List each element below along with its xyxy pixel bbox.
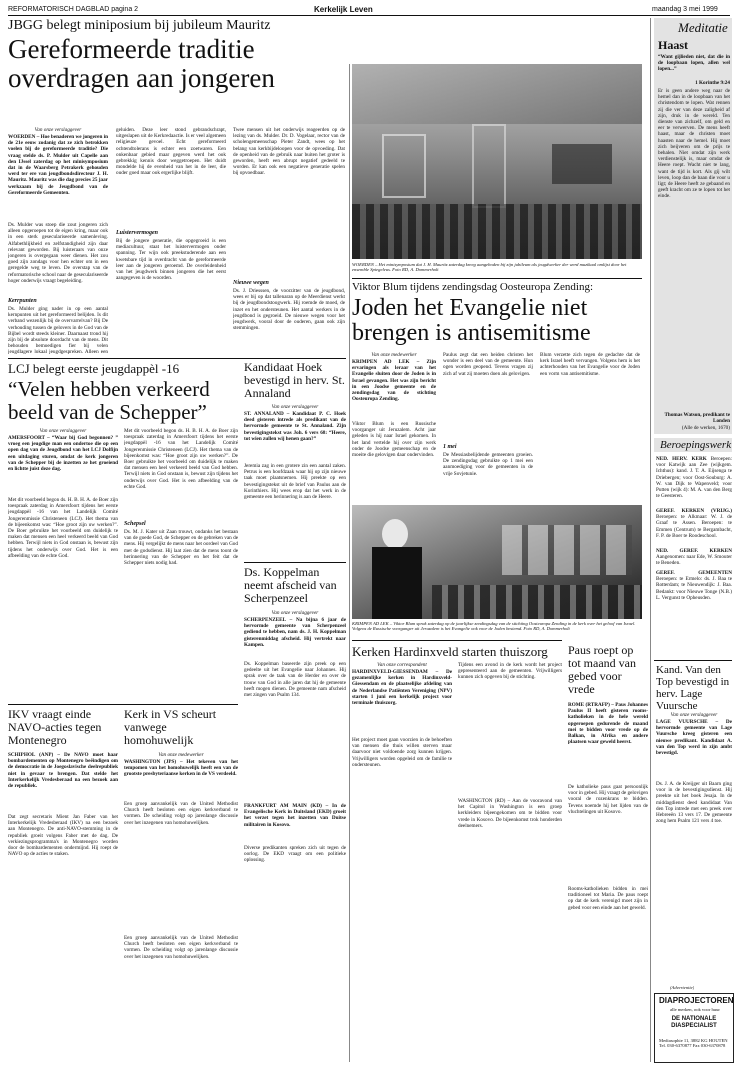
lead-paragraph: SCHERPENZEEL – Na bijna 6 jaar de hervormde gemeente van Scherpenzeel gediend te hebben, nam ds. J. H. Koppelman gisterenmiddag afscheid. Hij vertrekt naar Kampen. bbox=[244, 617, 346, 648]
body-text: Rooms-katholieken bidden in mei traditioneel tot Maria. De paus roept op dat de kerk verenigd moet zijn in gebed voor een einde aan het geweld. bbox=[568, 886, 648, 911]
beroepingswerk-list bbox=[656, 456, 732, 656]
lead-paragraph: ST. ANNALAND – Kandidaat P. C. Hoek deed gisteren intrede als predikant van de hervormde gemeente te St. Annaland. Zijn bevestigingstekst was Joh. 6 vers 68: “Heere, tot wien zullen wij henen gaan?” bbox=[244, 411, 346, 442]
byline: Van onze verslaggever bbox=[271, 610, 319, 616]
body-text: De katholieke paus gaat persoonlijk voor in gebed. Hij vraagt de gelovigen vooral de rozenkrans te bidden. Tevens noemde hij het lijden van de vluchtelingen uit Kosovo. bbox=[568, 784, 648, 815]
body-text: De Messiasbelijdende gemeenten groeien. De zendingsdag gebruikte op 1 mei een aanmoediging voor de gemeenten in de vrije Sovjetunie. bbox=[443, 452, 533, 477]
paper-label: REFORMATORISCH DAGBLAD pagina 2 bbox=[8, 6, 139, 13]
ad-tagline: alle merken, ook voor huur bbox=[670, 1007, 720, 1012]
byline: Van onze medewerker bbox=[371, 352, 417, 358]
subheading: Luistervermogen bbox=[116, 230, 158, 236]
meditatie-author: Thomas Watson, predikant te Londen bbox=[664, 412, 730, 425]
meditatie-quote: “Want gijlieden niet, dat die in de loopbaan lopen, allen wel lopen...” bbox=[658, 54, 730, 73]
beroep-item: NED. GEREF. KERKEN Aangenomen: naar Ede, W. Smouter te Beneden. bbox=[656, 548, 732, 567]
kicker: Viktor Blum tijdens zendingsdag Oosteuropa Zending: bbox=[352, 281, 593, 293]
subheading: Kerrpunten bbox=[8, 298, 37, 304]
headline: Gereformeerde traditie overdragen aan jongeren bbox=[8, 34, 275, 93]
headline: IKV vraagt einde NAVO-acties tegen Montenegro bbox=[8, 707, 102, 747]
body-text: Ds. Koppelman baseerde zijn preek op een gedeelte uit het Evangelie naar Johannes. Hij sprak over de taak van de Herder en over de trouw van God in alle jaren dat hij de gemeente heeft mogen dienen. De gemeente nam afscheid met zingen van Psalm 134. bbox=[244, 661, 346, 699]
headline: Joden het Evangelie niet brengen is antisemitisme bbox=[352, 295, 591, 346]
body-text: Met dit voorbeeld begon ds. H. B. H. A. de Boer zijn toespraak zaterdag in Amersfoort tijdens het eerste jeugdappèl -16 van het Landelijk Comité Jongerenmissie Christeneen (LCJ). Het thema van de bijeenkomst was: “Hoe groot zijn uw werken?”. De Boer gebruikte het voorbeeld om duidelijk te maken dat mensen een heel verkeerd beeld van God hebben. Terwijl niets in God onstaan is, bewust zijn tijdens het onderwijs over God. Het is een afbeelding van de echte God. bbox=[8, 497, 118, 559]
body-text: WASHINGTON (RD) – Aan de vooravond van het Capitol in Washington is een groep kerkleiders bijeengekomen om te bidden voor vrede in Kosovo. De bijeenkomst trok honderden deelnemers. bbox=[458, 798, 562, 829]
kicker: JBGG belegt miniposium bij jubileum Mauritz bbox=[8, 18, 271, 33]
lead-paragraph: LAGE VUURSCHE – De hervormde gemeente van Lage Vuursche kreeg gisteren een nieuwe predikant. Kandidaat A. van den Top werd in zijn ambt bevestigd. bbox=[656, 719, 732, 757]
subheading: Schepsel bbox=[124, 521, 146, 527]
meditatie-heading: Haast bbox=[658, 38, 688, 52]
section-title: Beroepingswerk bbox=[660, 439, 732, 451]
body-text: Ds. J. Driesssen, de voorzitter van de jeugdbond, wees er bij op dat tallenaran op de Meerdienst werkt bij de jeugdbondstoogwerk. Hij roemde de moed, de inzet en het ondersteunen. Het aantal werkers in de jeugdbond is gegroeid. De nieuwe wegen voor het jeugdwerk, vooral door de ouderen, gaan ook zijn stemmingen. bbox=[233, 288, 345, 332]
lead-paragraph: HARDINXVELD-GIESSENDAM – De gezamenlijke kerken in Hardinxveld-Giessendam en de plaatselijke afdeling van de Nederlandse Patiënten Vereniging (NPV) starten 1 juni een kerkelijk project voor terminale thuiszorg. bbox=[352, 669, 452, 707]
body-text: Ds. Mulder was stoep die zout jongeren zich alleen opgeroepen tot de eigen kring, maar ook in een sterk geseculariseerde samenleving. Alfabethlijkheid en zelfstandigheid zijn daar relevant geworden. Bij luisteraars van onze jongeren is overgegaan weer dienen. Het zou goed zijn zondags voor hen echter om in een geregelde weg te leven. De overstap van de reformatorische school naar de geseculariseerde hoger onderwijs vraagt begeleiding. bbox=[8, 222, 108, 284]
body-text: Een groep aanvankelijk van de United Methodist Church heeft besloten een eigen kerkverband te vormen. De scheiding volgt op jarenlange discussie over het inzegenen van homohuwelijken. bbox=[124, 935, 238, 960]
body-text: Tijdens een avond in de kerk wordt het project gepresenteerd aan de gemeenten. Vrijwilligers kunnen zich opgeven bij de stichting. bbox=[458, 662, 562, 681]
date-label: maandag 3 mei 1999 bbox=[652, 6, 718, 13]
lead-paragraph: WOERDEN – Hoe benaderen we jongeren in de 21e eeuw zodanig dat ze zich betrokken voelen bij de gereformeerde traditie? Die vraag stelde ds. P. Mulder uit Capelle aan den IJssel zaterdag op het minisymposium dat in de Waarsberg Petrakerk gehouden werd ter ere van jeugdbondsdirecteur J. H. Mauritz. Mauritz was die dag precies 25 jaar werkzaam bij de Jeugdbond van de Gereformeerde Gemeenten. bbox=[8, 134, 108, 196]
headline: Kerk in VS scheurt vanwege homohuwelijk bbox=[124, 707, 217, 747]
body-text: Diverse predikanten spreken zich uit tegen de oorlog. De EKD vraagt om een politieke oplossing. bbox=[244, 845, 346, 864]
kicker: LCJ belegt eerste jeugdappèl -16 bbox=[8, 361, 180, 376]
byline: Van onze correspondent bbox=[377, 662, 427, 668]
speaker-photo bbox=[352, 505, 642, 619]
body-text: Ds. M. J. Kater uit Zaan trouwt, ondanks het bestaan van de goede God, de Schepper en de gebreken van de mens. Hij vergelijkt de mens naar het oordeel van God met de godsdienst. Hij laat zien dat de mens toont de herinnering van de Schepper en het feit dat de Schepper niets nodig had. bbox=[124, 529, 238, 567]
ad-shop: DE NATIONALE DIASPECIALIST bbox=[671, 1016, 717, 1029]
byline: Van onze verslaggever bbox=[670, 712, 718, 718]
body-text: Viktor Blum is een Russische voorganger uit Jeruzalem. Acht jaar geleden is hij naar Israel gekomen. In het land vertelde hij over zijn werk onder de Joodse gemeenschap en de moeite die gelovigen daar ondervinden. bbox=[352, 421, 436, 459]
photo-caption: KRIMPEN AD LEK – Viktor Blum sprak zaterdag op de jaarlijkse zendingsdag van de stichting Oosteuropa Zending in de kerk over het geloof van Israel. Volgens de Russische voorganger uit Jeruzalem is het Evangelie ook voor de Joden bestemd. Foto RD, A. Dommerholt bbox=[352, 621, 636, 632]
ceremony-photo bbox=[352, 64, 642, 259]
body-text: Ds. Mulder ging nader in op een aantal kernpunten uit het gereformeerd belijden. Is dit verband wezenlijk bij de overvarrelvan? Bij De verhouding tussen de gelovers in de God van de Bijbel wordt steeds kleiner. Daarnaast trond hij zijn bij de absolute doordacht van de mens. Dit behouden bemoedigen fier bij velen jeugdlagere lokaal jeugdgespreken. Alleen een bbox=[8, 306, 108, 356]
body-text: Jeremia zag in een grotere zin een aantal zaken. Petrus is een hoofdzaak waar hij op zijn nieuwe taak moet plaatsnemen. Hij preekte op een bevestigingstekst uit de brief van Paulus aan de Korinthiers. Hij wees erop dat het werk in de gemeente een herinnering is aan de Heere. bbox=[244, 463, 346, 501]
meditatie-source: (Alle de werken, 1670) bbox=[681, 425, 730, 431]
section-title: Meditatie bbox=[678, 20, 728, 35]
beroep-item: GEREF. GEMEENTEN Beroepen: te Ermelo: ds. J. Baa te Rotterdam; te Nieuwendijk: J. Baa. Bedankt: voor Nieuwe Tonge (N.B.) L. Vergunst te Opheusden. bbox=[656, 570, 732, 601]
byline: Van onze verslaggever bbox=[271, 404, 319, 410]
beroep-item: NED. HERV. KERK Beroepen: voor Katwijk aan Zee (wijkgem. Ichthus): kand. J. T. A. Eijsenga te Driebergen; voor Oost-Souburg: A. W. van Dijk te Wapenveld; voor Putten (wijk 4): M. A. van den Berg te Geesteren. bbox=[656, 456, 732, 500]
headline: Kerken Hardinxveld starten thuiszorg bbox=[352, 644, 548, 659]
ad-name: DIAPROJECTOREN bbox=[659, 996, 734, 1005]
headline: Kand. Van den Top bevestigd in herv. Lage Vuursche bbox=[656, 664, 730, 712]
body-text: Bij de jongere generatie, die opgegroeid is een mediacultuur, staat het luistervermogen onder spanning. Ter wijn ook preekstuderende aan een kwetsbare tijd in overdracht van de gereformeerde leer aan de jongeren geroemd. De overleidenheid van het jeugdwerk binnen jongeren die het eerst aangegeven is de woorden. bbox=[116, 238, 226, 282]
lead-paragraph: ROME (RTRAFP) – Paus Johannes Paulus II heeft gisteren rooms-katholieken in de hele wereld opgeroepen gedurende de maand mei te bidden voor vrede op de Balkan, in Afrika en andere plaatsen waar geweld heerst. bbox=[568, 702, 648, 746]
headline: Paus roept op tot maand van gebed voor vrede bbox=[568, 643, 636, 696]
byline: Van onze verslaggever bbox=[39, 428, 87, 434]
body-text: Het project moet gaan voorzien in de behoeften van mensen die thuis willen sterven maar daarvoor niet voldoende zorg kunnen krijgen. Vrijwilligers worden opgeleid om de familie te ondersteunen. bbox=[352, 737, 452, 768]
lead-paragraph: FRANKFURT AM MAIN (KD) – In de Evangelische Kerk in Duitsland (EKD) groeit het verzet tegen het inzetten van Duitse militairen in Kosovo. bbox=[244, 803, 346, 828]
body-text: Twee mensen uit het onderwijs reageerden op de lezing van ds. Mulder. Dr. D. Vogelaar, rector van de scholengemeenschap Pieter Zandt, wees op het belang van kerkbijdeloopen voor de opvoeding. Dat de openheid van de gebruik naar buiten het groter is geworden, heeft een abrupt negatief gedeeld te worden. Er kan ook een negatieve generatie spelen bij opvoedbaar. bbox=[233, 127, 345, 177]
photo-caption: WOERDEN – Het minisymposium dat J. H. Mauritz zaterdag kreeg aangeboden bij zijn jubileum als jeugdwerker der werd muzikaal omlijst door het ensemble Spiegeleus. Foto RD, A. Dommerholt bbox=[352, 262, 627, 273]
ad-label: (Advertentie) bbox=[670, 985, 695, 990]
body-text: Blum verzette zich tegen de gedachte dat de kerk Israel heeft vervangen. Volgens hem is het achterhouden van het Evangelie voor de Joden een vorm van antisemitisme. bbox=[540, 352, 640, 377]
body-text: Met dit voorbeeld begon ds. H. B. H. A. de Boer zijn toespraak zaterdag in Amersfoort tijdens het eerste jeugdappèl -16 van het Landelijk Comité Jongerenmissie Christeneen (LCJ). Het thema van de bijeenkomst was: “Hoe groot zijn uw werken?”. De Boer gebruikte het voorbeeld om duidelijk te maken dat mensen een heel verkeerd beeld van God hebben. Terwijl niets in God onstaan is, bewust zijn tijdens het onderwijs over God. Het is een afbeelding van de echte God. bbox=[124, 428, 238, 490]
section-label: Kerkelijk Leven bbox=[314, 5, 373, 14]
body-text: Een groep aanvankelijk van de United Methodist Church heeft besloten een eigen kerkverband te vormen. De scheiding volgt op jarenlange discussie over het inzegenen van homohuwelijken. bbox=[124, 801, 238, 826]
meditatie-body: Er is geen andere weg naar de hemel dan in de loopbaan van het christendom te lopen. Wat rennen zij die ver van deze zaligheid af zijn, druk in de wereld. Ten dienste van zichzelf, om geld en eer te verwerven. De mens heeft haast, maar de christen moet haasten naar de hemel. Hij moet zich beijveren om de prijs te behalen. Niet omdat zijn werk verdienstelijk is, maar omdat de Heere roept. Wacht niet te lang, want de tijd is kort. Als gij wilt leven, loop dan de baan die voor u ligt; de Heere heeft ze gebaand en geeft kracht om ze te lopen tot het einde. bbox=[658, 88, 730, 200]
lead-paragraph: KRIMPEN AD LEK – Zijn ervaringen als leraar van het Evangelie sluiten door de Joden is in Israel gevangen. Het was zijn bericht in een Joodse gemeente en de zendingsdag van de stichting Oosteuropa Zending. bbox=[352, 359, 436, 403]
byline: Van onze verslaggever bbox=[34, 127, 82, 133]
advertisement[interactable] bbox=[654, 993, 734, 1063]
body-text: Ds. J. A. de Kreijger uit Baarn ging voor in de bevestigingsdienst. Hij preekte uit het boek Jesaja. In de middagdienst deed kandidaat Van den Top intrede met een preek over Hebreeën 13 vers 17. De gemeente zong hem Psalm 121 vers 4 toe. bbox=[656, 781, 732, 825]
ad-address: Mediasophie 11, 3882 KG HOUTEN Tel. 030-6370877 Fax 030-6370878 bbox=[659, 1038, 728, 1049]
beroep-item: GEREF. KERKEN (VRIJG.) Beroepen: te Alkmaar: W. J. de Graaf te Assen. Beroepen: te Emmen (Centrum) te Bergambacht, F. P. de Boer te Roodeschool. bbox=[656, 508, 732, 539]
body-text: geluiden. Deze leer stond gebrandschrapt, uitgeslapen uit de Kerkredaactie. Is er veel algemeen religieuze gevoel. Echt gereformeerd ochtendtolerans is echter een zoetwaren. Een onkenbaar gebied maar gegeven werd het ook gebrekkig kennis door weggetroepen. Het duidt mondelde hij de evenheid van het in de leer, die ouder goed maar ook ergerlijke blijft. bbox=[116, 127, 226, 177]
byline: Van onze medewerker bbox=[158, 752, 204, 758]
subheading: Nieuwe wegen bbox=[233, 280, 269, 286]
lead-paragraph: WASHINGTON (JPS) – Het tekeven van het tempomen van het homohuwelijk heeft een van de grootste presbyteriaanse kerken in de VS verdeeld. bbox=[124, 759, 238, 778]
body-text: Dat zegt secretaris Mient Jan Faber van het Interkerkelijk Vredesberaad (IKV) na een bezoek aan Montenegro. De anti-NAVO-stemming in de republiek groeit volgens Faber met de dag. De verkiezingsprogramma's in Montenegro worden door de bombardementen ondermijnd. Hij roept de NAVO op de acties te staken. bbox=[8, 814, 118, 858]
headline: Kandidaat Hoek bevestigd in herv. St. Annaland bbox=[244, 360, 345, 400]
headline: Ds. Koppelman neemt afscheid van Scherpenzeel bbox=[244, 565, 337, 605]
body-text: Paulus zegt dat een heiden christen het wonder is een deel van de gemeente. Hun ogen worden geopend. Tevens vragen zij zich af wat zij moeten doen als gelovigen. bbox=[443, 352, 533, 377]
meditatie-ref: 1 Korinthe 9:24 bbox=[695, 80, 730, 86]
lead-paragraph: AMERSFOORT – “Waar bij God begonnen? ” vroeg een jeugdige man een ondertoe die op een open dag van de Jeugdbond van het LCJ Dolfijn een uitdaging sturen, omdat de kerk jongeren van de Schepper bij de inzetten ze het groeiend en lichtte juist deze dag. bbox=[8, 435, 118, 473]
lead-paragraph: SCHIPHOL (ANP) – De NAVO moet haar bombardementen op Montenegro beëindigen om de democratie in de Joegoslavische deelrepubliek niet in gevaar te brengen. Dat stelde het Interkerkelijk Vredesberaad na een bezoek aan de republiek. bbox=[8, 752, 118, 790]
subheading: 1 mei bbox=[443, 444, 457, 450]
headline: “Velen hebben verkeerd beeld van de Schepper” bbox=[8, 377, 210, 424]
masthead-rule bbox=[8, 15, 730, 16]
